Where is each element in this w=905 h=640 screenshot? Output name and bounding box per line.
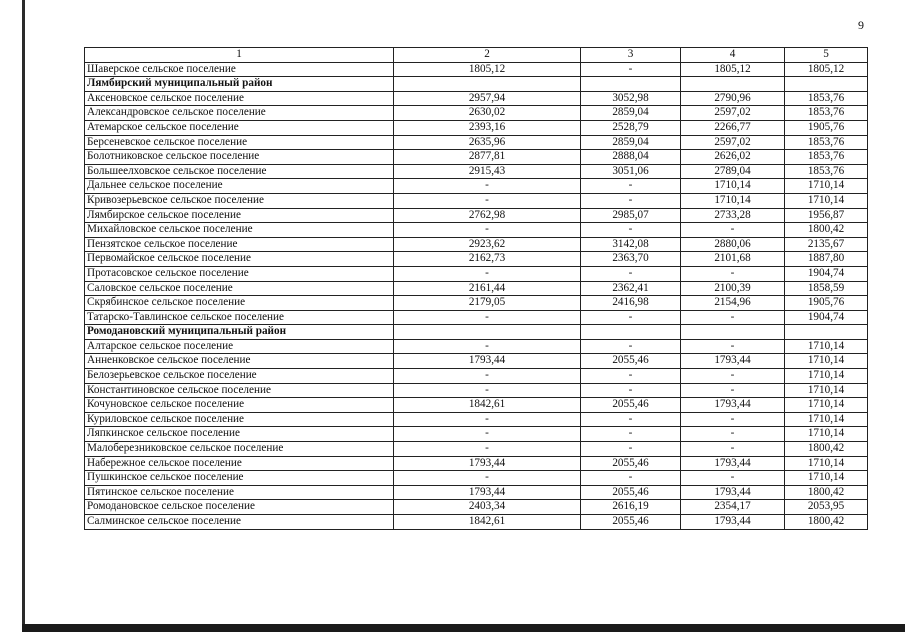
value-cell: 1800,42	[785, 485, 868, 500]
value-cell: -	[394, 266, 581, 281]
value-cell: 2363,70	[581, 252, 681, 267]
value-cell: 1853,76	[785, 164, 868, 179]
value-cell: 2055,46	[581, 456, 681, 471]
settlement-name-cell: Атемарское сельское поселение	[85, 120, 394, 135]
value-cell: 2597,02	[681, 135, 785, 150]
value-cell: 1842,61	[394, 515, 581, 530]
value-cell: 1793,44	[394, 456, 581, 471]
value-cell: -	[581, 427, 681, 442]
settlement-name-cell: Пятинское сельское поселение	[85, 485, 394, 500]
settlement-name-cell: Лямбирское сельское поселение	[85, 208, 394, 223]
value-cell: 1858,59	[785, 281, 868, 296]
table-row	[85, 91, 868, 106]
value-cell: 1805,12	[681, 62, 785, 77]
table-row	[85, 62, 868, 77]
value-cell: -	[581, 179, 681, 194]
value-cell: 2957,94	[394, 91, 581, 106]
table-row	[85, 515, 868, 530]
value-cell: 1710,14	[785, 456, 868, 471]
value-cell: 1805,12	[785, 62, 868, 77]
settlement-name-cell: Салминское сельское поселение	[85, 515, 394, 530]
value-cell: 2161,44	[394, 281, 581, 296]
value-cell: 2393,16	[394, 120, 581, 135]
settlement-name-cell: Анненковское сельское поселение	[85, 354, 394, 369]
table-row	[85, 150, 868, 165]
table-row	[85, 427, 868, 442]
value-cell: -	[394, 339, 581, 354]
settlement-name-cell: Пензятское сельское поселение	[85, 237, 394, 252]
settlement-name-cell: Протасовское сельское поселение	[85, 266, 394, 281]
value-cell: 2100,39	[681, 281, 785, 296]
value-cell: 2597,02	[681, 106, 785, 121]
value-cell: 2626,02	[681, 150, 785, 165]
value-cell: 1710,14	[785, 471, 868, 486]
value-cell: 2135,67	[785, 237, 868, 252]
value-cell: 2859,04	[581, 106, 681, 121]
table-row	[85, 412, 868, 427]
table-row	[85, 471, 868, 486]
value-cell	[581, 77, 681, 92]
value-cell: -	[581, 412, 681, 427]
value-cell: 2055,46	[581, 515, 681, 530]
table-row	[85, 164, 868, 179]
settlement-name-cell: Кривозерьевское сельское поселение	[85, 193, 394, 208]
value-cell: 1887,80	[785, 252, 868, 267]
settlement-name-cell: Болотниковское сельское поселение	[85, 150, 394, 165]
value-cell: 1793,44	[681, 354, 785, 369]
settlement-name-cell: Белозерьевское сельское поселение	[85, 369, 394, 384]
value-cell: 2162,73	[394, 252, 581, 267]
value-cell: 1710,14	[785, 427, 868, 442]
value-cell: 1905,76	[785, 120, 868, 135]
value-cell: 2179,05	[394, 296, 581, 311]
value-cell: 1904,74	[785, 310, 868, 325]
value-cell: 1793,44	[394, 485, 581, 500]
value-cell: -	[394, 412, 581, 427]
section-heading-row	[85, 77, 868, 92]
settlement-name-cell: Первомайское сельское поселение	[85, 252, 394, 267]
value-cell: 1904,74	[785, 266, 868, 281]
table-row	[85, 310, 868, 325]
data-table	[84, 47, 868, 530]
value-cell: 3142,08	[581, 237, 681, 252]
value-cell: -	[681, 223, 785, 238]
value-cell: 2266,77	[681, 120, 785, 135]
table-row	[85, 266, 868, 281]
value-cell: 2416,98	[581, 296, 681, 311]
value-cell: -	[581, 369, 681, 384]
value-cell: -	[581, 223, 681, 238]
value-cell: 2055,46	[581, 398, 681, 413]
table-row	[85, 237, 868, 252]
value-cell: 2789,04	[681, 164, 785, 179]
value-cell: 1853,76	[785, 91, 868, 106]
value-cell: 2762,98	[394, 208, 581, 223]
settlement-name-cell: Кочуновское сельское поселение	[85, 398, 394, 413]
column-header: 3	[581, 48, 681, 63]
table-body	[85, 48, 868, 530]
value-cell: -	[581, 193, 681, 208]
value-cell: 1793,44	[681, 515, 785, 530]
table-row	[85, 500, 868, 515]
settlement-name-cell: Саловское сельское поселение	[85, 281, 394, 296]
value-cell: -	[394, 310, 581, 325]
value-cell: -	[581, 339, 681, 354]
settlement-name-cell: Пушкинское сельское поселение	[85, 471, 394, 486]
value-cell: 2635,96	[394, 135, 581, 150]
value-cell: -	[581, 471, 681, 486]
value-cell: -	[681, 310, 785, 325]
column-header: 5	[785, 48, 868, 63]
district-name-cell: Ромодановский муниципальный район	[85, 325, 394, 340]
value-cell: -	[681, 412, 785, 427]
table-row	[85, 223, 868, 238]
table-row	[85, 485, 868, 500]
settlement-name-cell: Набережное сельское поселение	[85, 456, 394, 471]
value-cell: -	[681, 339, 785, 354]
value-cell	[394, 325, 581, 340]
table-row	[85, 383, 868, 398]
value-cell: 1710,14	[681, 193, 785, 208]
column-header: 2	[394, 48, 581, 63]
value-cell: 1710,14	[785, 179, 868, 194]
value-cell: 2888,04	[581, 150, 681, 165]
value-cell: 2877,81	[394, 150, 581, 165]
value-cell	[394, 77, 581, 92]
value-cell: 1853,76	[785, 135, 868, 150]
value-cell: -	[581, 383, 681, 398]
value-cell: -	[681, 383, 785, 398]
value-cell: 1842,61	[394, 398, 581, 413]
settlement-name-cell: Берсеневское сельское поселение	[85, 135, 394, 150]
settlement-name-cell: Дальнее сельское поселение	[85, 179, 394, 194]
settlement-name-cell: Ромодановское сельское поселение	[85, 500, 394, 515]
value-cell: 2055,46	[581, 485, 681, 500]
district-name-cell: Лямбирский муниципальный район	[85, 77, 394, 92]
settlement-name-cell: Михайловское сельское поселение	[85, 223, 394, 238]
value-cell: -	[681, 369, 785, 384]
table-row	[85, 135, 868, 150]
table-row	[85, 296, 868, 311]
value-cell: 2403,34	[394, 500, 581, 515]
table-row	[85, 106, 868, 121]
table-row	[85, 120, 868, 135]
value-cell: 1793,44	[394, 354, 581, 369]
value-cell: 1710,14	[785, 369, 868, 384]
value-cell: 2055,46	[581, 354, 681, 369]
settlement-name-cell: Ляпкинское сельское поселение	[85, 427, 394, 442]
value-cell: -	[681, 471, 785, 486]
value-cell: 2616,19	[581, 500, 681, 515]
table-row	[85, 179, 868, 194]
value-cell: -	[581, 266, 681, 281]
value-cell: 1853,76	[785, 106, 868, 121]
value-cell: 2154,96	[681, 296, 785, 311]
value-cell: -	[681, 442, 785, 457]
settlement-name-cell: Константиновское сельское поселение	[85, 383, 394, 398]
value-cell: 2985,07	[581, 208, 681, 223]
value-cell: 1710,14	[785, 193, 868, 208]
value-cell: 1905,76	[785, 296, 868, 311]
scan-bottom-edge	[22, 624, 905, 632]
value-cell: 3051,06	[581, 164, 681, 179]
table-row	[85, 208, 868, 223]
value-cell: -	[581, 310, 681, 325]
value-cell: 2053,95	[785, 500, 868, 515]
value-cell: 2859,04	[581, 135, 681, 150]
value-cell: -	[581, 442, 681, 457]
value-cell: 2915,43	[394, 164, 581, 179]
value-cell: -	[394, 223, 581, 238]
table-row	[85, 369, 868, 384]
value-cell: -	[394, 369, 581, 384]
value-cell: 1710,14	[681, 179, 785, 194]
settlement-name-cell: Алтарское сельское поселение	[85, 339, 394, 354]
table-row	[85, 339, 868, 354]
value-cell: 2880,06	[681, 237, 785, 252]
table-header-row	[85, 48, 868, 63]
value-cell	[681, 77, 785, 92]
value-cell: -	[394, 193, 581, 208]
value-cell	[785, 77, 868, 92]
table-row	[85, 354, 868, 369]
settlement-name-cell: Татарско-Тавлинское сельское поселение	[85, 310, 394, 325]
value-cell	[681, 325, 785, 340]
value-cell: 2790,96	[681, 91, 785, 106]
table-row	[85, 456, 868, 471]
scan-left-edge	[22, 0, 25, 626]
settlement-name-cell: Куриловское сельское поселение	[85, 412, 394, 427]
value-cell: 2528,79	[581, 120, 681, 135]
value-cell: 2101,68	[681, 252, 785, 267]
value-cell: 2733,28	[681, 208, 785, 223]
value-cell: 1710,14	[785, 398, 868, 413]
table-row	[85, 252, 868, 267]
value-cell: 1956,87	[785, 208, 868, 223]
value-cell: 1793,44	[681, 398, 785, 413]
value-cell: 1853,76	[785, 150, 868, 165]
value-cell: 1710,14	[785, 354, 868, 369]
value-cell: 1710,14	[785, 339, 868, 354]
value-cell: 3052,98	[581, 91, 681, 106]
table-row	[85, 281, 868, 296]
settlement-name-cell: Шаверское сельское поселение	[85, 62, 394, 77]
value-cell: 2362,41	[581, 281, 681, 296]
value-cell: 2630,02	[394, 106, 581, 121]
section-heading-row	[85, 325, 868, 340]
settlement-name-cell: Малоберезниковское сельское поселение	[85, 442, 394, 457]
value-cell: 1800,42	[785, 442, 868, 457]
table-row	[85, 398, 868, 413]
settlement-name-cell: Аксеновское сельское поселение	[85, 91, 394, 106]
value-cell: -	[394, 471, 581, 486]
page-number: 9	[858, 18, 864, 32]
value-cell: -	[394, 383, 581, 398]
value-cell: 2923,62	[394, 237, 581, 252]
value-cell: -	[394, 442, 581, 457]
table-row	[85, 442, 868, 457]
value-cell	[581, 325, 681, 340]
value-cell: -	[581, 62, 681, 77]
value-cell: -	[394, 427, 581, 442]
value-cell: -	[394, 179, 581, 194]
settlement-name-cell: Скрябинское сельское поселение	[85, 296, 394, 311]
settlement-name-cell: Большеелховское сельское поселение	[85, 164, 394, 179]
value-cell: -	[681, 427, 785, 442]
value-cell: -	[681, 266, 785, 281]
column-header: 4	[681, 48, 785, 63]
value-cell	[785, 325, 868, 340]
value-cell: 1793,44	[681, 456, 785, 471]
value-cell: 1805,12	[394, 62, 581, 77]
column-header: 1	[85, 48, 394, 63]
value-cell: 1710,14	[785, 383, 868, 398]
value-cell: 2354,17	[681, 500, 785, 515]
value-cell: 1710,14	[785, 412, 868, 427]
table-row	[85, 193, 868, 208]
settlement-name-cell: Александровское сельское поселение	[85, 106, 394, 121]
value-cell: 1793,44	[681, 485, 785, 500]
value-cell: 1800,42	[785, 223, 868, 238]
value-cell: 1800,42	[785, 515, 868, 530]
